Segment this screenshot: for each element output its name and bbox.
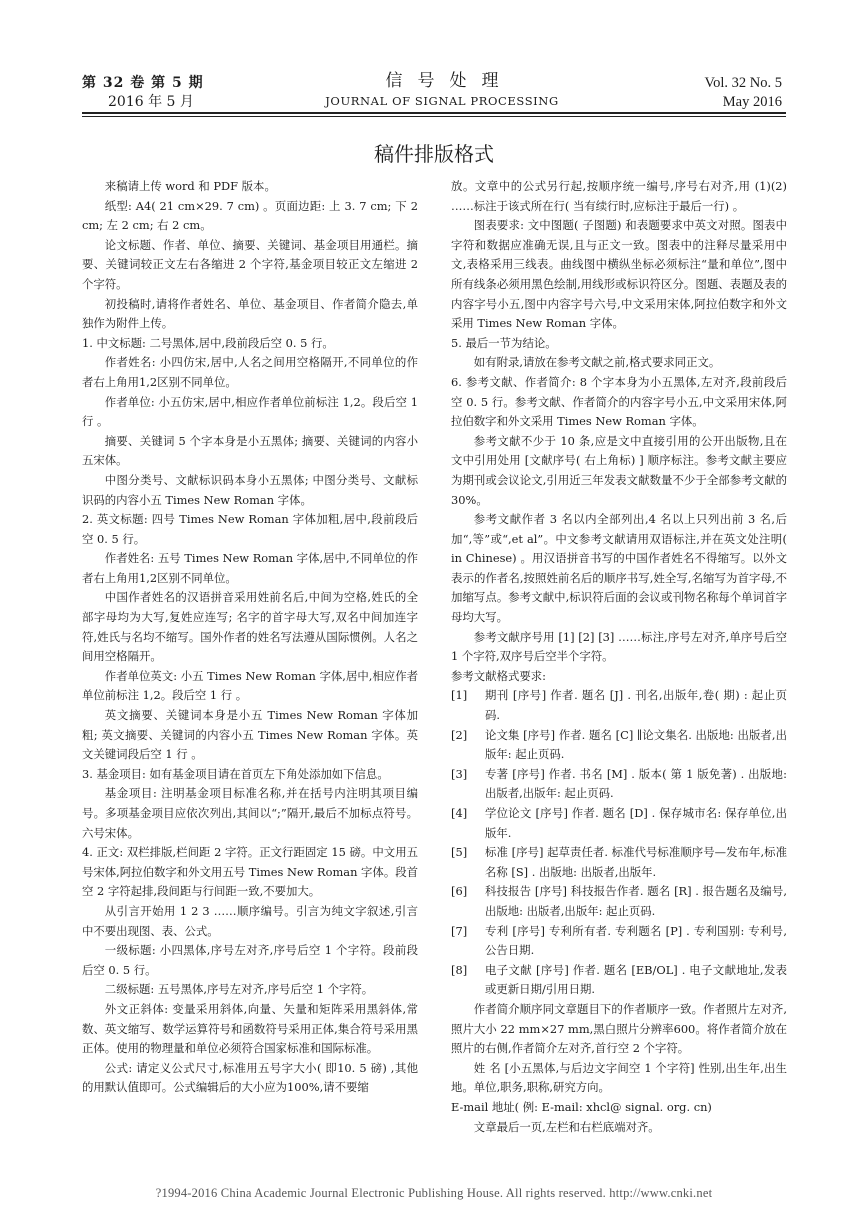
paragraph: 参考文献格式要求: <box>451 668 546 683</box>
reference-format-item <box>451 922 787 961</box>
paragraph: 如有附录,请放在参考文献之前,格式要求同正文。 <box>473 355 721 370</box>
reference-format-text: 科技报告 [序号] 科技报告作者. 题名 [R] . 报告题名及编号,出版地: 出版者,出版年: 起止页码. <box>485 884 787 918</box>
paragraph: 作者简介顺序同文章题目下的作者顺序一致。作者照片左对齐,照片大小 22 mm×27 mm,黑白照片分辨率600。将作者简介放在照片的右侧,作者简介左对齐,首行空 2 个字符。 <box>451 1001 787 1056</box>
header-journal-en: JOURNAL OF SIGNAL PROCESSING <box>325 94 559 108</box>
reference-number: [2] <box>451 727 468 742</box>
paragraph: 3. 基金项目: 如有基金项目请在首页左下角处添加如下信息。 <box>82 766 389 781</box>
reference-format-item <box>451 961 787 1000</box>
right-column <box>451 177 787 1137</box>
paragraph: 中图分类号、文献标识码本身小五黑体; 中图分类号、文献标识码的内容小五 Times New Roman 字体。 <box>82 472 418 507</box>
paragraph: 4. 正文: 双栏排版,栏间距 2 字符。正文行距固定 15 磅。中文用五号宋体,阿拉伯数字和外文用五号 Times New Roman 字体。段首空 2 字符起排,段间距与行间距一致,不要加大。 <box>82 845 418 899</box>
reference-format-text: 论文集 [序号] 作者. 题名 [C] ∥论文集名. 出版地: 出版者,出版年: 起止页码. <box>485 727 787 762</box>
reference-number: [7] <box>451 923 468 938</box>
reference-number: [3] <box>451 766 468 781</box>
paragraph: 5. 最后一节为结论。 <box>451 335 557 350</box>
paragraph: 英文摘要、关键词本身是小五 Times New Roman 字体加粗; 英文摘要、关键词的内容小五 Times New Roman 字体。英文关键词段后空 1 行 。 <box>82 708 418 762</box>
paragraph: 图表要求: 文中图题( 子图题) 和表题要求中英文对照。图表中字符和数据应准确无误,且与正文一致。图表中的注释尽量采用中文,表格采用三线表。曲线图中横纵坐标必须标注“量和单位”,图中所有线条必须用黑色绘制,用线形或标识符区分。图题、表题及表的内容字号小五,图中内容字号六号,中文采用宋体,阿拉伯数字和外文采用 Times New Roman 字体。 <box>451 218 787 331</box>
header-right <box>705 74 782 112</box>
header-left <box>82 74 204 112</box>
paragraph: 公式: 请定义公式尺寸,标准用五号字大小( 即10. 5 磅) ,其他的用默认值即可。公式编辑后的大小应为100%,请不要缩 <box>82 1060 418 1095</box>
reference-number: [6] <box>451 884 468 899</box>
paragraph: 文章最后一页,左栏和右栏底端对齐。 <box>473 1119 660 1134</box>
reference-format-list <box>451 686 787 1000</box>
reference-number: [4] <box>451 806 468 820</box>
reference-number: [8] <box>451 962 468 977</box>
paragraph: 参考文献作者 3 名以内全部列出,4 名以上只列出前 3 名,后加“,等”或“,et al”。中文参考文献请用双语标注,并在英文处注明( in Chinese) 。用汉语拼音书写的中国作者姓名不得缩写。以外文表示的作者名,按照姓前名后的顺序书写,姓全写,名缩写为首字母,不加缩写点。参考文献中,标识符后面的会议或刊物名称每个单词首字母均大写。 <box>451 512 787 625</box>
paragraph: 放。文章中的公式另行起,按顺序统一编号,序号右对齐,用 (1)(2) ……标注于该式所在行( 当有续行时,应标注于最后一行) 。 <box>451 179 787 213</box>
header-date-cn: 2016 年 5 月 <box>108 94 194 110</box>
right-column-intro <box>451 177 787 686</box>
author-bio-section <box>451 1000 787 1137</box>
paragraph: 姓 名 [小五黑体,与后边文字间空 1 个字符] 性别,出生年,出生地。单位,职务,职称,研究方向。 <box>451 1060 787 1095</box>
reference-format-item <box>451 804 787 843</box>
reference-format-item <box>451 765 787 804</box>
paragraph: 摘要、关键词 5 个字本身是小五黑体; 摘要、关键词的内容小五宋体。 <box>82 433 418 468</box>
left-column <box>82 177 418 1098</box>
reference-format-text: 期刊 [序号] 作者. 题名 [J] . 刊名,出版年,卷( 期) : 起止页码. <box>485 688 787 723</box>
copyright-footer: ?1994-2016 China Academic Journal Electronic Publishing House. All rights reserved. http://www.cnki.net <box>155 1186 713 1200</box>
paragraph: 外文正斜体: 变量采用斜体,向量、矢量和矩阵采用黑斜体,常数、英文缩写、数学运算符号和函数符号采用正体,集合符号采用黑正体。使用的物理量和单位必须符合国家标准和国际标准。 <box>82 1001 418 1056</box>
reference-format-item <box>451 843 787 882</box>
header-rule-thin <box>82 116 786 117</box>
paragraph: 参考文献不少于 10 条,应是文中直接引用的公开出版物,且在文中引用处用 [文献序号( 右上角标) ] 顺序标注。参考文献主要应为期刊或会议论文,引用近三年发表文献数量不少于全部参考文献的30%。 <box>451 433 787 507</box>
paragraph: 二级标题: 五号黑体,序号左对齐,序号后空 1 个字符。 <box>104 982 374 997</box>
paragraph: E-mail 地址( 例: E-mail: xhcl@ signal. org. cn) <box>451 1099 712 1114</box>
header-rule-thick <box>82 112 786 114</box>
reference-number: [1] <box>451 688 468 703</box>
reference-format-item <box>451 686 787 725</box>
paragraph: 作者姓名: 小四仿宋,居中,人名之间用空格隔开,不同单位的作者右上角用1,2区别不同单位。 <box>82 355 418 389</box>
reference-format-text: 专利 [序号] 专利所有者. 专利题名 [P] . 专利国别: 专利号,公告日期. <box>485 923 787 958</box>
paragraph: 纸型: A4( 21 cm×29. 7 cm) 。页面边距: 上 3. 7 cm; 下 2 cm; 左 2 cm; 右 2 cm。 <box>82 198 418 233</box>
reference-format-text: 标准 [序号] 起草责任者. 标准代号标准顺序号—发布年,标准名称 [S] . 出版地: 出版者,出版年. <box>485 845 787 879</box>
header-date-en: May 2016 <box>722 94 782 110</box>
header-volume-en: Vol. 32 No. 5 <box>704 75 782 91</box>
paragraph: 2. 英文标题: 四号 Times New Roman 字体加粗,居中,段前段后空 0. 5 行。 <box>82 512 418 546</box>
reference-format-text: 学位论文 [序号] 作者. 题名 [D] . 保存城市名: 保存单位,出版年. <box>485 806 787 840</box>
paragraph: 作者姓名: 五号 Times New Roman 字体,居中,不同单位的作者右上角用1,2区别不同单位。 <box>82 551 418 585</box>
paragraph: 参考文献序号用 [1] [2] [3] ……标注,序号左对齐,单序号后空 1 个字符,双序号后空半个字符。 <box>451 629 787 664</box>
paragraph: 中国作者姓名的汉语拼音采用姓前名后,中间为空格,姓氏的全部字母均为大写,复姓应连写; 名字的首字母大写,双名中间加连字符,姓氏与名均不缩写。国外作者的姓名写法遵从国际惯例。人名之间用空格隔开。 <box>82 590 418 664</box>
reference-format-item <box>451 882 787 921</box>
paragraph: 作者单位: 小五仿宋,居中,相应作者单位前标注 1,2。段后空 1 行 。 <box>82 394 418 429</box>
paragraph: 一级标题: 小四黑体,序号左对齐,序号后空 1 个字符。段前段后空 0. 5 行。 <box>82 943 418 977</box>
reference-format-text: 电子文献 [序号] 作者. 题名 [EB/OL] . 电子文献地址,发表或更新日期/引用日期. <box>485 962 787 997</box>
paragraph: 基金项目: 注明基金项目标准名称,并在括号内注明其项目编号。多项基金项目应依次列出,其间以“;”隔开,最后不加标点符号。六号宋体。 <box>82 786 418 840</box>
header-volume-cn: 第 32 卷 第 5 期 <box>82 75 204 91</box>
reference-format-text: 专著 [序号] 作者. 书名 [M] . 版本( 第 1 版免著) . 出版地: 出版者,出版年: 起止页码. <box>485 766 787 801</box>
paragraph: 从引言开始用 1 2 3 ……顺序编号。引言为纯文字叙述,引言中不要出现图、表、公式。 <box>82 903 418 938</box>
reference-format-item <box>451 726 787 765</box>
paragraph: 1. 中文标题: 二号黑体,居中,段前段后空 0. 5 行。 <box>82 335 334 350</box>
paragraph: 来稿请上传 word 和 PDF 版本。 <box>104 179 276 193</box>
header-center <box>300 70 584 110</box>
paragraph: 6. 参考文献、作者简介: 8 个字本身为小五黑体,左对齐,段前段后空 0. 5 行。参考文献、作者简介的内容字号小五,中文采用宋体,阿拉伯数字和外文采用 Times New Roman 字体。 <box>451 374 787 429</box>
paragraph: 作者单位英文: 小五 Times New Roman 字体,居中,相应作者单位前标注 1,2。段后空 1 行 。 <box>82 668 418 703</box>
header-journal-cn: 信号处理 <box>385 71 514 91</box>
reference-number: [5] <box>451 845 468 860</box>
paragraph: 论文标题、作者、单位、摘要、关键词、基金项目用通栏。摘要、关键词较正文左右各缩进 2 个字符,基金项目较正文左缩进 2 个字符。 <box>82 237 418 291</box>
page-title: 稿件排版格式 <box>374 142 494 166</box>
paragraph: 初投稿时,请将作者姓名、单位、基金项目、作者简介隐去,单独作为附件上传。 <box>82 296 418 331</box>
